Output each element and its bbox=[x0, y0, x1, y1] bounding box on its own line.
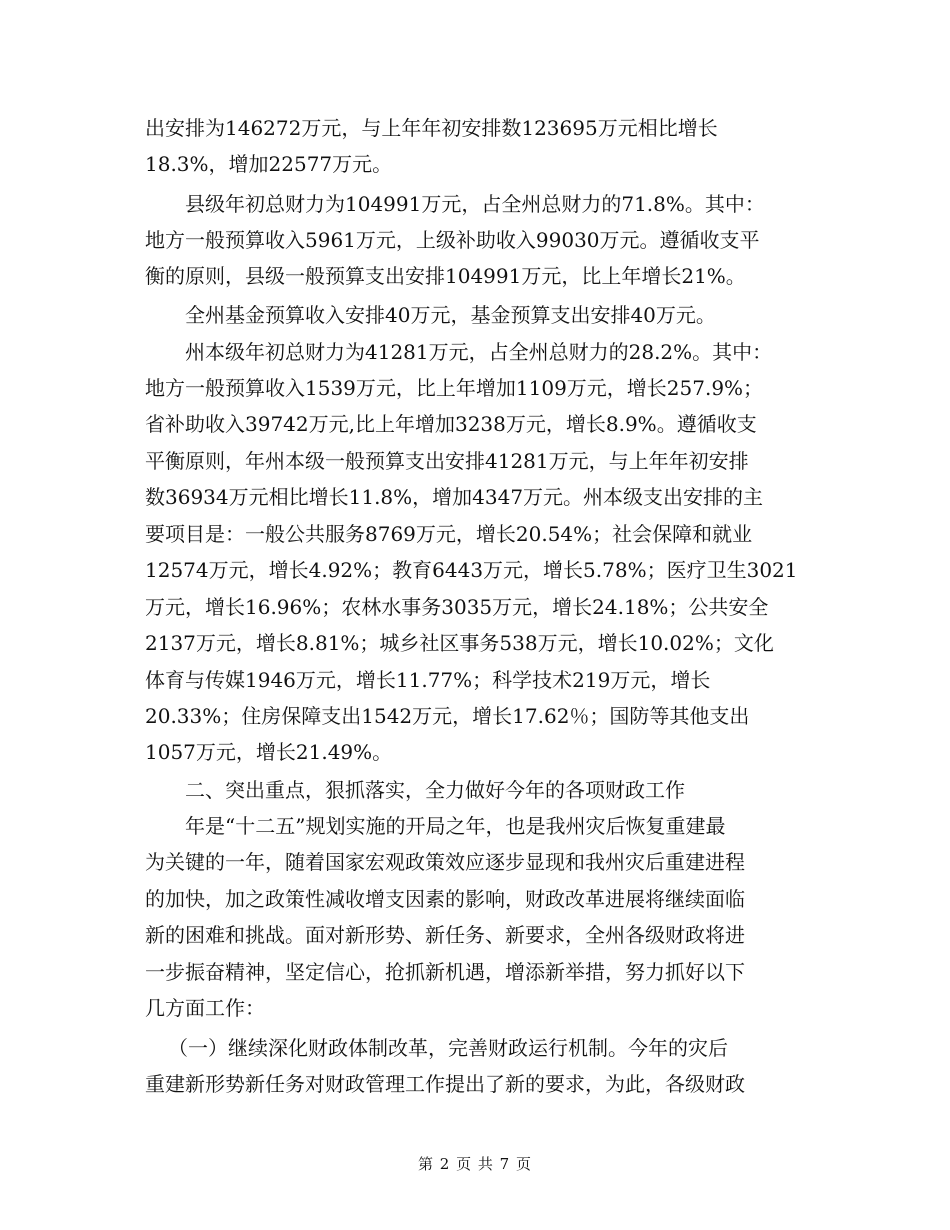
text-line: 平衡原则，年州本级一般预算支出安排41281万元，与上年年初安排 bbox=[145, 449, 749, 473]
text-line: 20.33%；住房保障支出1542万元，增长17.62％；国防等其他支出 bbox=[145, 704, 750, 728]
text-line: 地方一般预算收入1539万元，比上年增加1109万元，增长257.9%； bbox=[145, 376, 764, 400]
text-line: 衡的原则，县级一般预算支出安排104991万元，比上年增长21%。 bbox=[145, 264, 746, 288]
text-line: 数36934万元相比增长11.8%，增加4347万元。州本级支出安排的主 bbox=[145, 485, 764, 509]
text-line: 地方一般预算收入5961万元，上级补助收入99030万元。遵循收支平 bbox=[145, 228, 760, 252]
text-line: 2137万元，增长8.81%；城乡社区事务538万元，增长10.02%；文化 bbox=[145, 631, 774, 655]
text-line: 一步振奋精神，坚定信心，抢抓新机遇，增添新举措，努力抓好以下 bbox=[145, 960, 745, 984]
text-line: 几方面工作： bbox=[145, 996, 265, 1020]
text-line: 出安排为146272万元，与上年年初安排数123695万元相比增长 bbox=[145, 116, 718, 140]
subsection-heading: （一）继续深化财政体制改革，完善财政运行机制。今年的灾后 bbox=[168, 1036, 728, 1060]
text-line: 体育与传媒1946万元，增长11.77%；科学技术219万元，增长 bbox=[145, 668, 711, 692]
page-footer: 第 2 页 共 7 页 bbox=[418, 1155, 532, 1173]
text-line: 年是“十二五”规划实施的开局之年，也是我州灾后恢复重建最 bbox=[185, 814, 726, 838]
text-line: 要项目是：一般公共服务8769万元，增长20.54%；社会保障和就业 bbox=[145, 522, 753, 546]
text-line: 1057万元，增长21.49%。 bbox=[145, 740, 393, 764]
text-line: 县级年初总财力为104991万元，占全州总财力的71.8%。其中： bbox=[185, 192, 765, 216]
section-heading: 二、突出重点，狠抓落实，全力做好今年的各项财政工作 bbox=[185, 778, 685, 802]
text-line: 为关键的一年，随着国家宏观政策效应逐步显现和我州灾后重建进程 bbox=[145, 850, 745, 874]
text-line: 省补助收入39742万元,比上年增加3238万元，增长8.9%。遵循收支 bbox=[145, 412, 757, 436]
text-line: 重建新形势新任务对财政管理工作提出了新的要求，为此，各级财政 bbox=[145, 1072, 745, 1096]
text-line: 12574万元，增长4.92%；教育6443万元，增长5.78%；医疗卫生3021 bbox=[145, 558, 798, 582]
text-line: 18.3%，增加22577万元。 bbox=[145, 152, 393, 176]
text-line: 全州基金预算收入安排40万元，基金预算支出安排40万元。 bbox=[185, 303, 716, 327]
text-line: 的加快，加之政策性减收增支因素的影响，财政改革进展将继续面临 bbox=[145, 887, 745, 911]
text-line: 州本级年初总财力为41281万元，占全州总财力的28.2%。其中： bbox=[185, 340, 773, 364]
text-line: 新的困难和挑战。面对新形势、新任务、新要求，全州各级财政将进 bbox=[145, 923, 745, 947]
text-line: 万元，增长16.96%；农林水事务3035万元，增长24.18%；公共安全 bbox=[145, 595, 769, 619]
